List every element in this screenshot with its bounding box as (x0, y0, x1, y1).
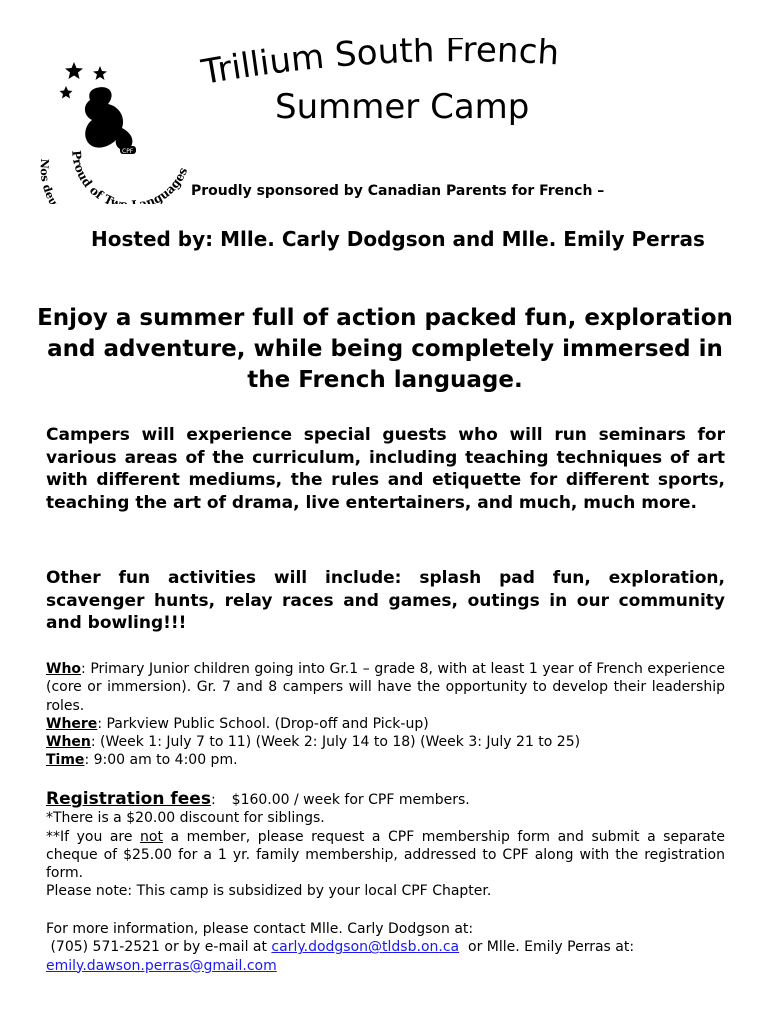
title-line2: Summer Camp (275, 87, 530, 127)
page-title (190, 38, 660, 138)
star-icon (60, 86, 73, 99)
contact-intro: For more information, please contact Mlle. Carly Dodgson at: (46, 921, 474, 937)
cpf-logo (34, 54, 200, 204)
contact-phone-row: (705) 571-2521 or by e-mail at carly.dodgson@tldsb.on.ca or Mlle. Emily Perras at: (46, 939, 635, 956)
who-row (46, 660, 725, 715)
sponsor-line: Proudly sponsored by Canadian Parents for French – (191, 183, 605, 199)
svg-text:Proud of Two Languages: Proud of Tw anguages (69, 149, 191, 204)
contact-block (46, 920, 725, 975)
when-text: : (Week 1: July 7 to 11) (Week 2: July 14 to 18) (Week 3: July 21 to 25) (90, 734, 581, 751)
activities-paragraph: Other fun activities will include: splash pad fun, exploration, scavenger hunts, relay races and games, outings in our community and bowling!!! (46, 568, 725, 633)
details-block (46, 660, 725, 770)
where-label: Where (46, 715, 98, 732)
star-icon (65, 62, 83, 79)
not-emphasis: not (140, 828, 163, 845)
cpf-stars-figure-icon (34, 54, 200, 204)
star-icon (93, 66, 107, 80)
email-link-emily[interactable]: emily.dawson.perras@gmail.com (46, 957, 277, 974)
sibling-discount: *There is a $20.00 discount for siblings. (46, 810, 325, 827)
when-row (46, 733, 725, 751)
hosts-heading: Hosted by: Mlle. Carly Dodgson and Mlle. Emily Perras (91, 227, 705, 251)
who-label: Who (46, 661, 82, 677)
tagline-heading: Enjoy a summer full of action packed fun, exploration and adventure, while being completely immersed in the French language. (37, 305, 733, 393)
when-label: When (46, 734, 91, 751)
campers-paragraph: Campers will experience special guests who will run seminars for various areas of the curriculum, including teaching techniques of art with different mediums, the rules and etiquette for different sports, teaching the art of drama, live entertainers, and much, much more. (46, 425, 725, 513)
membership-note: **If you are not a member, please request a CPF membership form and submit a separate cheque of $25.00 for a 1 yr. family membership, addressed to CPF along with the registration form. (46, 828, 725, 882)
registration-label: Registration fees (46, 789, 211, 809)
registration-colon: : (210, 792, 216, 808)
svg-text:CPF: CPF (122, 148, 134, 155)
title-line1: Trillium South French (198, 38, 561, 93)
contact-email-row (46, 957, 725, 975)
time-text: : 9:00 am to 4:00 pm. (84, 752, 238, 769)
email-link-carly[interactable]: carly.dodgson@tldsb.on.ca (271, 939, 460, 956)
registration-fee-row (46, 790, 725, 809)
time-label: Time (46, 752, 85, 769)
registration-block (46, 790, 725, 901)
subsidy-note: Please note: This camp is subsidized by your local CPF Chapter. (46, 883, 492, 900)
who-text: : Primary Junior children going into Gr.1 – grade 8, with at least 1 year of French experience (core or immersion). Gr. 7 and 8 campers will have the opportunity to develop their leadership roles. (46, 661, 725, 714)
where-row (46, 715, 725, 733)
figure-head-icon (90, 89, 106, 105)
registration-fee: $160.00 / week for CPF members. (231, 792, 470, 808)
svg-text:Nos deux langues, notre fierté: Nos deu (37, 158, 61, 204)
time-row (46, 751, 725, 769)
where-text: : Parkview Public School. (Drop-off and Pick-up) (97, 715, 429, 732)
